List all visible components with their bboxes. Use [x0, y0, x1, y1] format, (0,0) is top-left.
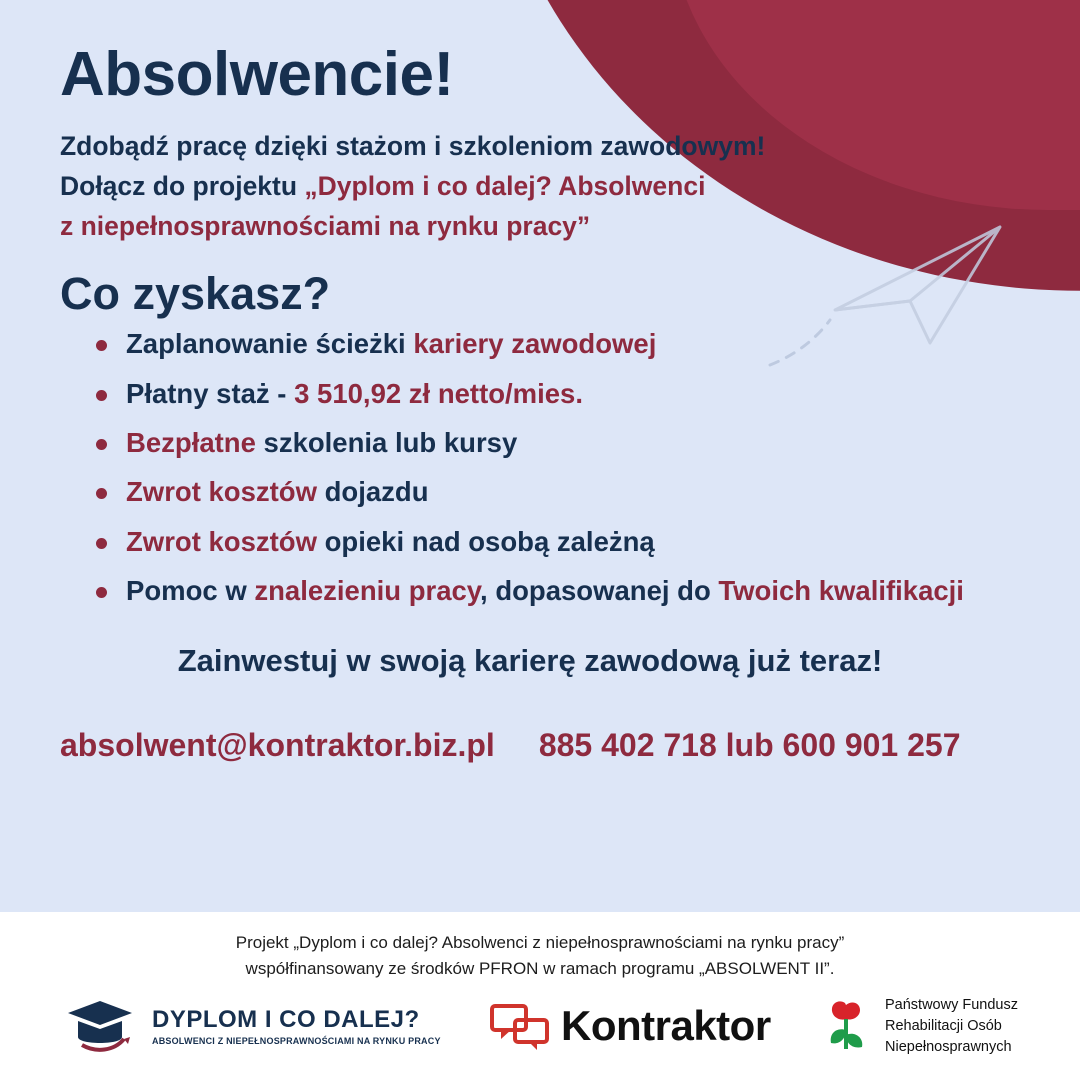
contact-email[interactable]: absolwent@kontraktor.biz.pl [60, 727, 495, 764]
poster-content [60, 42, 1020, 764]
intro-project-name-b: z niepełnosprawnościami na rynku pracy” [60, 210, 591, 241]
intro-line-1-text: Zdobądź pracę dzięki stażom i szkoleniom zawodowym! [60, 131, 766, 162]
benefit-text: Płatny staż - [126, 377, 295, 409]
benefit-text: szkolenia lub kursy [263, 426, 518, 458]
benefit-highlight-2: Twoich kwalifikacji [718, 574, 964, 606]
speech-bubbles-icon [489, 1000, 551, 1052]
logo-pfron [819, 995, 1018, 1058]
benefit-highlight: Zwrot kosztów [126, 476, 325, 508]
section-title: Co zyskasz? [60, 268, 331, 320]
graduation-cap-icon [62, 995, 140, 1057]
intro-line-2-text: Dołącz do projektu [60, 170, 305, 201]
benefit-highlight: kariery zawodowej [413, 328, 657, 360]
benefit-text: opieki nad osobą zależną [324, 525, 655, 557]
intro-line-2 [60, 167, 1020, 207]
logo-pfron-line-2: Rehabilitacji Osób [885, 1017, 1002, 1034]
funding-note-line-2: współfinansowany ze środków PFRON w ramach programu „ABSOLWENT II”. [245, 959, 835, 979]
list-item [90, 376, 1020, 412]
logo-row [0, 983, 1080, 1058]
list-item [90, 524, 1020, 560]
logo-pfron-line-1: Państwowy Fundusz [885, 996, 1018, 1013]
benefit-text-2: , dopasowanej do [480, 574, 719, 606]
logo-kontraktor [489, 1000, 771, 1052]
logo-pfron-line-3: Niepełnosprawnych [885, 1038, 1012, 1055]
benefit-highlight: Bezpłatne [126, 426, 264, 458]
intro-project-name-a: „Dyplom i co dalej? Absolwenci [304, 170, 706, 201]
intro-text [60, 127, 1020, 246]
pfron-flower-icon [819, 997, 875, 1055]
logo-dyplom-title: DYPLOM I CO DALEJ? [152, 1005, 420, 1033]
logo-kontraktor-name: Kontraktor [560, 1002, 771, 1050]
list-item [90, 573, 1020, 609]
poster-footer [0, 912, 1080, 1080]
logo-dyplom-subtitle: ABSOLWENCI Z NIEPEŁNOSPRAWNOŚCIAMI NA RYNKU PRACY [152, 1035, 441, 1046]
benefit-text: Zaplanowanie ścieżki [126, 328, 414, 360]
list-item [90, 474, 1020, 510]
contact-row [60, 727, 1020, 764]
list-item [90, 425, 1020, 461]
benefits-list [60, 326, 1020, 609]
page-title: Absolwencie! [60, 40, 454, 109]
funding-note-line-1: Projekt „Dyplom i co dalej? Absolwenci z niepełnosprawnościami na rynku pracy” [235, 933, 845, 952]
intro-line-1 [60, 127, 1020, 167]
benefit-text: dojazdu [324, 476, 429, 508]
call-to-action: Zainwestuj w swoją karierę zawodową już teraz! [177, 643, 883, 679]
contact-phones[interactable]: 885 402 718 lub 600 901 257 [538, 727, 961, 764]
intro-line-3 [60, 207, 1020, 247]
benefit-highlight: znalezieniu pracy [254, 574, 481, 606]
funding-note [0, 912, 1080, 983]
benefit-text: Pomoc w [126, 574, 255, 606]
list-item [90, 326, 1020, 362]
benefit-highlight: 3 510,92 zł netto/mies. [294, 377, 583, 409]
benefit-highlight: Zwrot kosztów [126, 525, 325, 557]
logo-dyplom-i-co-dalej [62, 995, 441, 1057]
